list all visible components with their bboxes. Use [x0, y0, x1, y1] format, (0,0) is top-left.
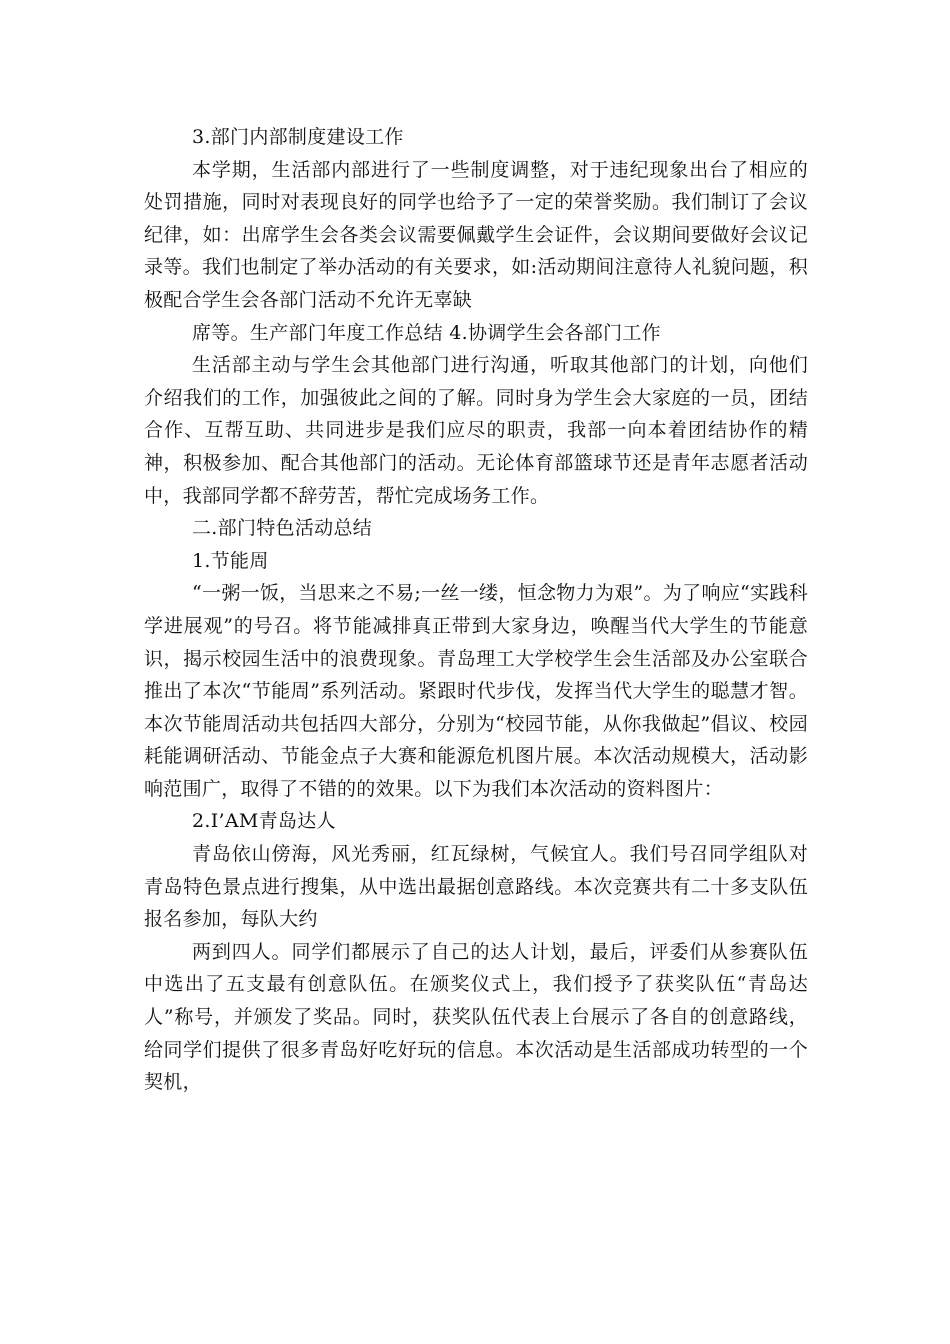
paragraph-continuation: 席等。生产部门年度工作总结 4.协调学生会各部门工作	[192, 321, 661, 344]
document-page	[144, 121, 808, 1099]
section-heading-qingdao: 2.I’AM青岛达人	[192, 810, 336, 833]
section-heading-energy-week: 1.节能周	[192, 549, 269, 572]
paragraph-rules: 本学期，生活部内部进行了一些制度调整，对于违纪现象出台了相应的处罚措施，同时对表现良好的同学也给予了一定的荣誉奖励。我们制订了会议纪律，如：出席学生会各类会议需要佩戴学生会证件，会议期间要做好会议记录等。我们也制定了举办活动的有关要求，如:活动期间注意待人礼貌问题，积极配合学生会各部门活动不允许无辜缺	[144, 158, 808, 311]
paragraph-energy-week: “一粥一饭，当思来之不易;一丝一缕，恒念物力为艰”。为了响应“实践科学进展观”的号召。将节能减排真正带到大家身边，唤醒当代大学生的节能意识，揭示校园生活中的浪费现象。青岛理工大学校学生会生活部及办公室联合推出了本次“节能周”系列活动。紧跟时代步伐，发挥当代大学生的聪慧才智。本次节能周活动共包括四大部分，分别为“校园节能，从你我做起”倡议、校园耗能调研活动、节能金点子大赛和能源危机图片展。本次活动规模大，活动影响范围广，取得了不错的的效果。以下为我们本次活动的资料图片：	[144, 582, 808, 800]
paragraph-coordination: 生活部主动与学生会其他部门进行沟通，听取其他部门的计划，向他们介绍我们的工作，加强彼此之间的了解。同时身为学生会大家庭的一员，团结合作、互帮互助、共同进步是我们应尽的职责，我部一向本着团结协作的精神，积极参加、配合其他部门的活动。无论体育部篮球节还是青年志愿者活动中，我部同学都不辞劳苦，帮忙完成场务工作。	[144, 354, 808, 507]
paragraph-qingdao-intro: 青岛依山傍海，风光秀丽，红瓦绿树，气候宜人。我们号召同学组队对青岛特色景点进行搜集，从中选出最据创意路线。本次竞赛共有二十多支队伍报名参加，每队大约	[144, 843, 808, 931]
section-heading-activities: 二.部门特色活动总结	[192, 517, 373, 540]
paragraph-qingdao-result: 两到四人。同学们都展示了自己的达人计划，最后，评委们从参赛队伍中选出了五支最有创意队伍。在颁奖仪式上，我们授予了获奖队伍“青岛达人”称号，并颁发了奖品。同时，获奖队伍代表上台展示了各自的创意路线，给同学们提供了很多青岛好吃好玩的信息。本次活动是生活部成功转型的一个契机，	[144, 940, 808, 1094]
section-heading-rules: 3.部门内部制度建设工作	[192, 126, 404, 148]
